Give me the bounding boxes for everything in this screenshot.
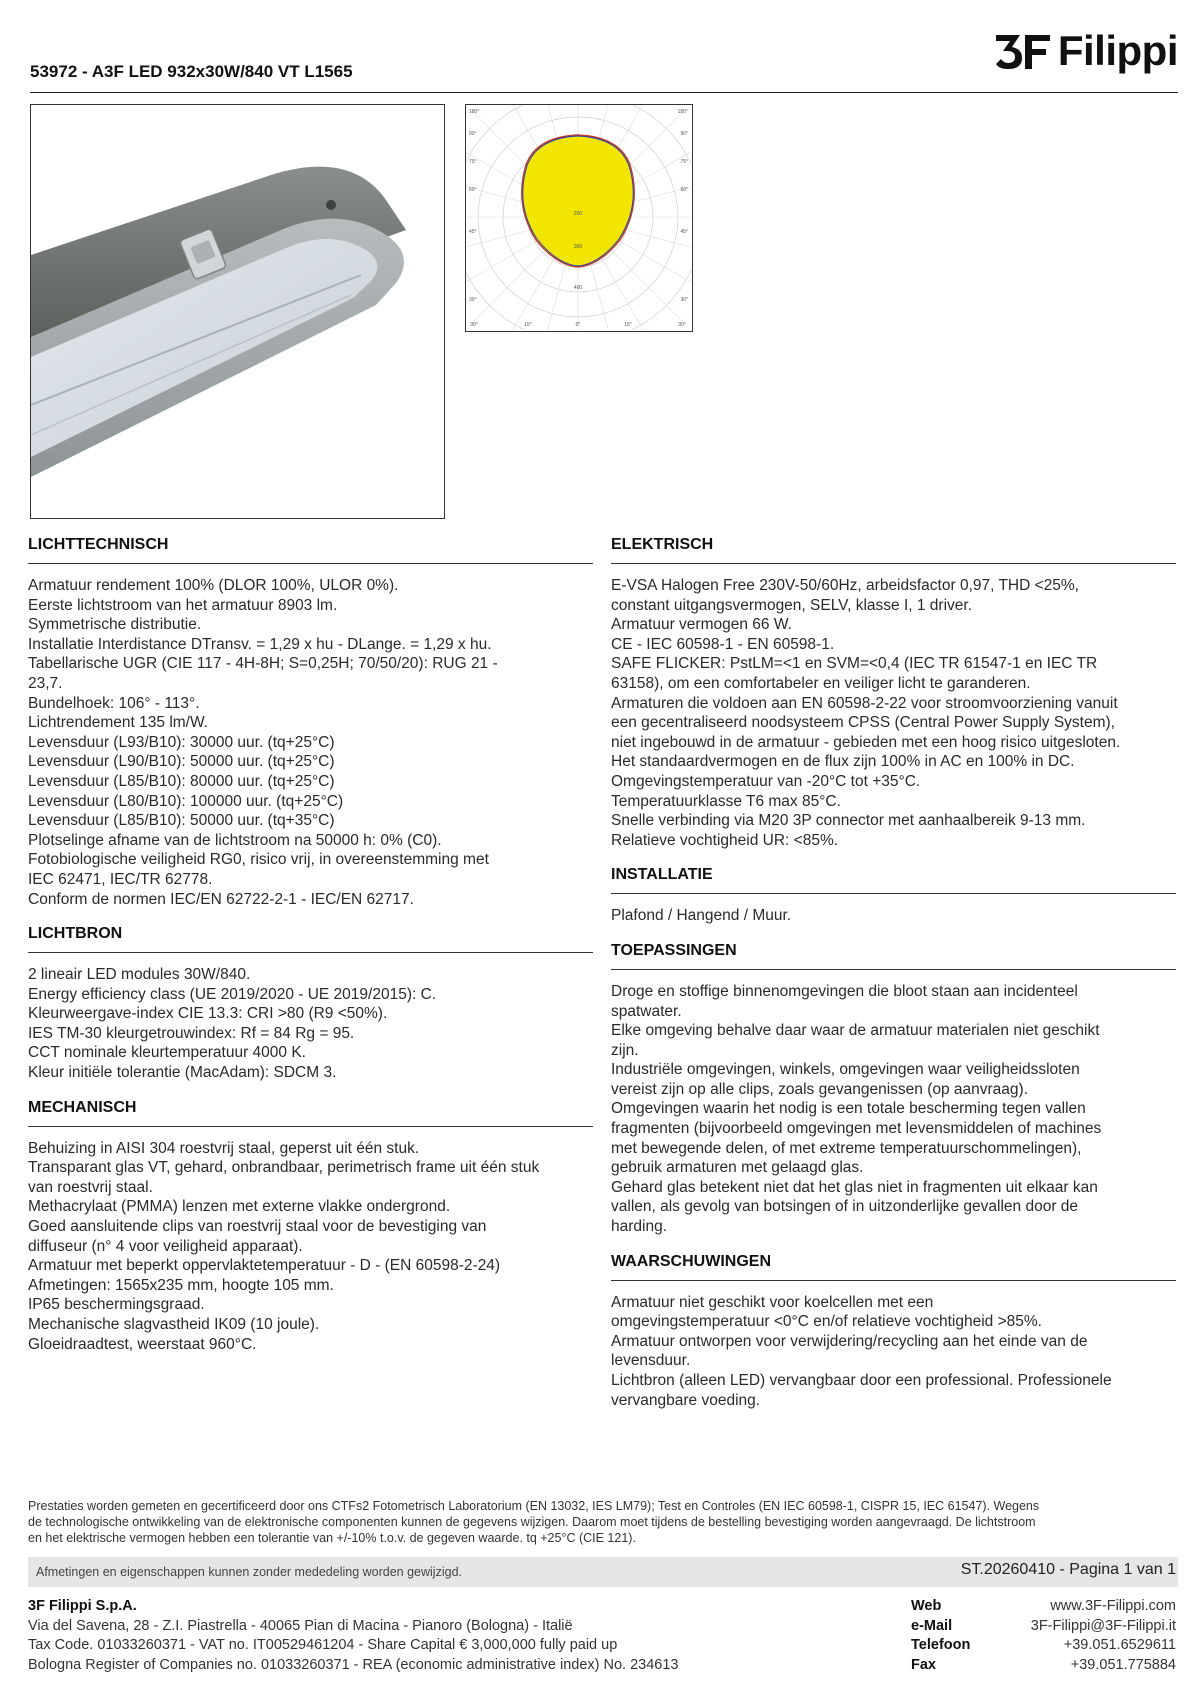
section-mechanisch	[28, 1099, 593, 1355]
section-line: Energy efficiency class (UE 2019/2020 - UE 2019/2015): C.	[28, 985, 437, 1003]
section-line: Levensduur (L93/B10): 30000 uur. (tq+25°C)	[28, 733, 335, 751]
page-info: ST.20260410 - Pagina 1 van 1	[960, 1561, 1176, 1578]
section-line: Gehard glas betekent niet dat het glas niet in fragmenten uit elkaar kan	[611, 1178, 1098, 1196]
section-line: Het standaardvermogen en de flux zijn 100% in AC en 100% in DC.	[611, 753, 1075, 771]
section-line: IES TM-30 kleurgetrouwindex: Rf = 84 Rg = 95.	[28, 1024, 355, 1042]
section-title: WAARSCHUWINGEN	[611, 1253, 1176, 1281]
brand-logo	[994, 28, 1178, 74]
section-elektrisch	[611, 536, 1176, 850]
phone-value: +39.051.6529611	[1063, 1637, 1176, 1653]
section-line: Lichtrendement 135 lm/W.	[28, 714, 209, 732]
section-line: Fotobiologische veiligheid RG0, risico vrij, in overeenstemming met	[28, 851, 489, 869]
contact-info	[911, 1597, 1176, 1675]
company-info	[28, 1597, 678, 1675]
polar-bottom-label: 30°	[470, 322, 478, 328]
section-line: Levensduur (L85/B10): 80000 uur. (tq+25°C)	[28, 772, 335, 790]
section-line: Levensduur (L80/B10): 100000 uur. (tq+25°C)	[28, 792, 344, 810]
address-line: Tax Code. 01033260371 - VAT no. IT00529461204 - Share Capital € 3,000,000 fully paid up	[28, 1637, 618, 1653]
address-line: Via del Savena, 28 - Z.I. Piastrella - 40065 Pian di Macina - Pianoro (Bologna) - Italië	[28, 1617, 573, 1634]
section-line: levensduur.	[611, 1352, 691, 1370]
section-body	[611, 982, 1176, 1237]
polar-bottom-label: 15°	[624, 322, 632, 328]
section-line: Lichtbron (alleen LED) vervangbaar door een professional. Professionele	[611, 1372, 1112, 1389]
section-line: CE - IEC 60598-1 - EN 60598-1.	[611, 635, 835, 653]
section-line: Plafond / Hangend / Muur.	[611, 907, 792, 925]
section-line: gebruik armaturen met gelaagd glas.	[611, 1159, 864, 1177]
section-line: met bewegende delen, of met extreme temperatuurschommelingen),	[611, 1139, 1082, 1157]
section-line: een gecentraliseerd noodsysteem CPSS (Central Power Supply System),	[611, 714, 1115, 732]
polar-radial-label: 200	[573, 211, 583, 217]
section-line: van roestvrij staal.	[28, 1178, 153, 1196]
section-line: Gloeidraadtest, weerstaat 960°C.	[28, 1335, 257, 1353]
section-line: Levensduur (L85/B10): 50000 uur. (tq+35°C)	[28, 812, 335, 830]
section-line: niet ingebouwd in de armatuur - gebieden met een hoog risico uitgesloten.	[611, 733, 1121, 751]
section-line: Tabellarische UGR (CIE 117 - 4H-8H; S=0,25H; 70/50/20): RUG 21 -	[28, 655, 498, 673]
section-line: IEC 62471, IEC/TR 62778.	[28, 870, 213, 888]
section-line: spatwater.	[611, 1002, 682, 1020]
section-line: omgevingstemperatuur <0°C en/of relatieve vochtigheid >85%.	[611, 1313, 1042, 1331]
left-column	[28, 536, 593, 1370]
section-line: Armatuur rendement 100% (DLOR 100%, ULOR 0%).	[28, 577, 399, 594]
section-title: TOEPASSINGEN	[611, 942, 1176, 970]
footnote-line: en het elektrische vermogen hebben een tolerantie van +/-10% t.o.v. de gegeven waarde. tq +25°C (CIE 121).	[28, 1531, 636, 1545]
section-line: Relatieve vochtigheid UR: <85%.	[611, 831, 839, 849]
contact-web	[911, 1597, 1176, 1617]
polar-bottom-label: 0°	[575, 322, 581, 328]
polar-angle-label: 30°	[680, 297, 688, 303]
section-body	[28, 965, 593, 1083]
section-line: Methacrylaat (PMMA) lenzen met externe vlakke ondergrond.	[28, 1198, 451, 1216]
section-line: Levensduur (L90/B10): 50000 uur. (tq+25°C)	[28, 753, 335, 771]
section-line: fragmenten (bijvoorbeeld omgevingen met levensmiddelen of machines	[611, 1120, 1102, 1138]
3f-logo-mark-icon	[994, 31, 1052, 71]
brand-logo-text: Filippi	[1057, 27, 1178, 74]
address-line: Bologna Register of Companies no. 01033260371 - REA (economic administrative index) No. 234613	[28, 1656, 679, 1673]
section-title: MECHANISCH	[28, 1099, 593, 1127]
polar-angle-label: 60°	[469, 187, 477, 193]
web-link[interactable]: www.3F-Filippi.com	[1050, 1598, 1176, 1614]
section-line: Armatuur met beperkt oppervlaktetemperatuur - D - (EN 60598-2-24)	[28, 1257, 501, 1275]
polar-bottom-label: 30°	[678, 322, 686, 328]
section-line: vereist zijn op alle clips, zoals gevangenissen (op aanvraag).	[611, 1080, 1029, 1098]
section-line: vallen, als gevolg van botsingen of in uitzonderlijke gevallen door de	[611, 1198, 1079, 1216]
section-line: SAFE FLICKER: PstLM=<1 en SVM=<0,4 (IEC TR 61547-1 en IEC TR	[611, 655, 1098, 673]
section-line: Temperatuurklasse T6 max 85°C.	[611, 792, 841, 810]
section-line: 63158), om een comfortabeler en veiliger licht te garanderen.	[611, 674, 1031, 692]
product-image	[30, 104, 445, 519]
section-line: Eerste lichtstroom van het armatuur 8903 lm.	[28, 596, 338, 614]
polar-angle-label: 30°	[469, 297, 477, 303]
section-line: Afmetingen: 1565x235 mm, hoogte 105 mm.	[28, 1276, 334, 1294]
section-line: Behuizing in AISI 304 roestvrij staal, geperst uit één stuk.	[28, 1139, 420, 1157]
contact-phone	[911, 1636, 1176, 1656]
luminaire-illustration	[31, 105, 445, 519]
polar-angle-label: 45°	[680, 229, 688, 235]
contact-label: e-Mail	[911, 1617, 953, 1634]
section-line: zijn.	[611, 1041, 639, 1059]
contact-email	[911, 1617, 1176, 1637]
contact-label: Telefoon	[911, 1637, 971, 1653]
section-line: 23,7.	[28, 674, 63, 692]
polar-angle-label: 75°	[469, 159, 477, 165]
product-title: 53972 - A3F LED 932x30W/840 VT L1565	[30, 62, 353, 81]
section-line: Elke omgeving behalve daar waar de armatuur materialen niet geschikt	[611, 1022, 1100, 1040]
contact-fax	[911, 1656, 1176, 1676]
section-waarschuwingen	[611, 1253, 1176, 1411]
polar-bottom-label: 15°	[524, 322, 532, 328]
section-line: Industriële omgevingen, winkels, omgevingen waar veiligheidssloten	[611, 1061, 1080, 1079]
section-line: Armatuur vermogen 66 W.	[611, 616, 792, 634]
section-body	[611, 1293, 1176, 1411]
polar-diagram-svg	[466, 105, 691, 330]
section-line: Bundelhoek: 106° - 113°.	[28, 694, 200, 712]
section-line: Kleur initiële tolerantie (MacAdam): SDCM 3.	[28, 1064, 337, 1082]
section-body	[611, 576, 1176, 850]
header-divider	[30, 92, 1178, 93]
section-line: IP65 beschermingsgraad.	[28, 1296, 205, 1314]
section-line: Conform de normen IEC/EN 62722-2-1 - IEC/EN 62717.	[28, 890, 414, 908]
contact-label: Fax	[911, 1656, 936, 1673]
polar-angle-label: 180°	[469, 109, 480, 115]
section-body	[28, 1139, 593, 1355]
section-line: vervangbare voeding.	[611, 1391, 761, 1409]
section-toepassingen	[611, 942, 1176, 1237]
polar-angle-label: 60°	[680, 187, 688, 193]
section-line: Kleurweergave-index CIE 13.3: CRI >80 (R9 <50%).	[28, 1005, 388, 1023]
section-line: Transparant glas VT, gehard, onbrandbaar, perimetrisch frame uit één stuk	[28, 1159, 540, 1177]
section-body	[28, 576, 593, 909]
section-line: Snelle verbinding via M20 3P connector met aanhaalbereik 9-13 mm.	[611, 812, 1086, 830]
section-line: Symmetrische distributie.	[28, 616, 202, 634]
polar-angle-label: 90°	[469, 131, 477, 137]
right-column	[611, 536, 1176, 1426]
polar-light-distribution	[465, 104, 693, 332]
section-body	[611, 906, 1176, 926]
section-line: E-VSA Halogen Free 230V-50/60Hz, arbeidsfactor 0,97, THD <25%,	[611, 577, 1079, 594]
polar-angle-label: 75°	[680, 159, 688, 165]
section-line: Plotselinge afname van de lichtstroom na 50000 h: 0% (C0).	[28, 831, 442, 849]
section-line: Omgevingstemperatuur van -20°C tot +35°C.	[611, 772, 921, 790]
email-link[interactable]: 3F-Filippi@3F-Filippi.it	[1030, 1617, 1176, 1634]
footnote-line: Prestaties worden gemeten en gecertificeerd door ons CTFs2 Fotometrisch Laboratorium (EN 13032, IES LM79); Test en Controles (EN IEC 60598-1, CISPR 15, IEC 61547). Wegens	[28, 1499, 1040, 1513]
polar-radial-label: 400	[573, 285, 583, 291]
section-lichttechnisch	[28, 536, 593, 909]
section-line: constant uitgangsvermogen, SELV, klasse I, 1 driver.	[611, 596, 973, 614]
section-line: diffuseur (n° 4 voor veiligheid apparaat).	[28, 1237, 303, 1255]
section-line: Droge en stoffige binnenomgevingen die bloot staan aan incidenteel	[611, 982, 1078, 1000]
section-title: LICHTBRON	[28, 925, 593, 953]
section-line: Armaturen die voldoen aan EN 60598-2-22 voor stroomvoorziening vanuit	[611, 694, 1118, 712]
footnote-line: de technologische ontwikkeling van de elektronische componenten kunnen de gegevens wijzigen. Daarom moet tijdens de bestelling bevestiging worden aangevraagd. De lichtstroom	[28, 1515, 1036, 1529]
section-line: Mechanische slagvastheid IK09 (10 joule).	[28, 1316, 320, 1333]
section-installatie	[611, 866, 1176, 926]
section-title: LICHTTECHNISCH	[28, 536, 593, 564]
section-title: INSTALLATIE	[611, 866, 1176, 894]
section-line: Installatie Interdistance DTransv. = 1,29 x hu - DLange. = 1,29 x hu.	[28, 635, 492, 653]
polar-angle-label: 180°	[677, 109, 688, 115]
section-line: Armatuur niet geschikt voor koelcellen met een	[611, 1293, 934, 1311]
polar-angle-label: 90°	[680, 131, 688, 137]
section-line: CCT nominale kleurtemperatuur 4000 K.	[28, 1044, 306, 1062]
section-lichtbron	[28, 925, 593, 1083]
polar-angle-label: 45°	[469, 229, 477, 235]
company-name: 3F Filippi S.p.A.	[28, 1598, 137, 1614]
section-line: harding.	[611, 1218, 668, 1236]
section-line: Armatuur ontworpen voor verwijdering/recycling aan het einde van de	[611, 1332, 1088, 1350]
disclaimer-text: Afmetingen en eigenschappen kunnen zonder mededeling worden gewijzigd.	[36, 1565, 462, 1579]
section-line: Omgevingen waarin het nodig is een totale bescherming tegen vallen	[611, 1100, 1086, 1118]
section-title: ELEKTRISCH	[611, 536, 1176, 564]
polar-radial-label: 300	[573, 244, 583, 250]
section-line: Goed aansluitende clips van roestvrij staal voor de bevestiging van	[28, 1218, 487, 1236]
footnote	[28, 1498, 1178, 1546]
fax-value: +39.051.775884	[1070, 1656, 1176, 1673]
contact-label: Web	[911, 1598, 942, 1614]
section-line: 2 lineair LED modules 30W/840.	[28, 966, 251, 984]
